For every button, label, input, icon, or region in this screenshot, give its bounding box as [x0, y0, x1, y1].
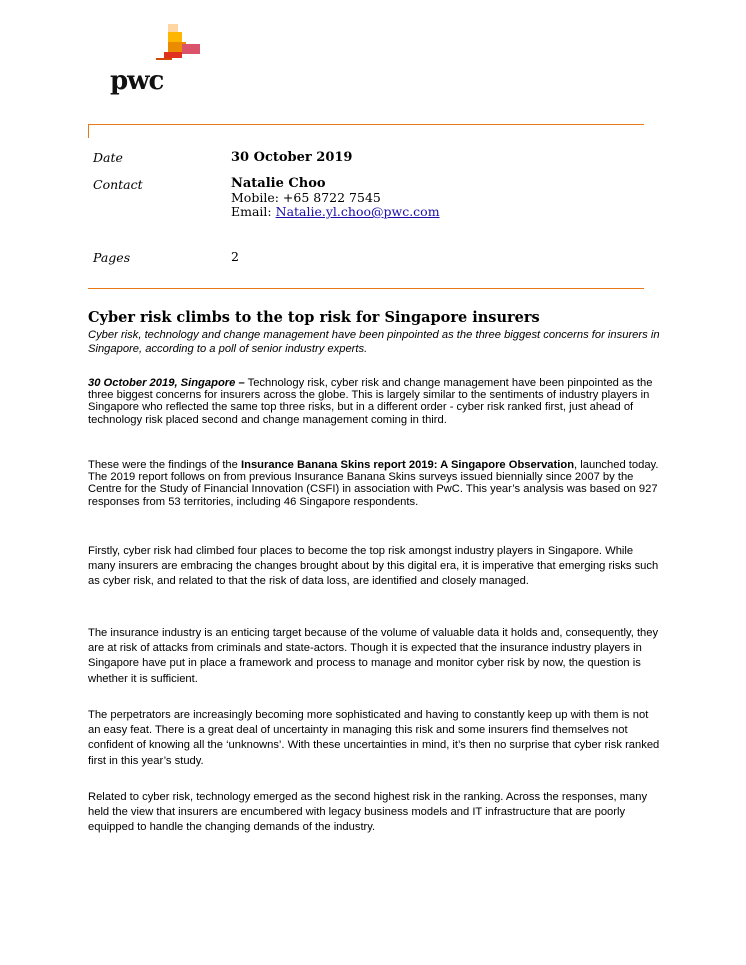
- contact-label: Contact: [93, 177, 143, 192]
- date-value: [231, 150, 352, 165]
- paragraph-2: [88, 459, 662, 508]
- paragraph-6: Related to cyber risk, technology emerged as the second highest risk in the ranking. Across the responses, many held the view that insurers are encumbered with legacy business models and IT infrastructure that are poorly equipped to handle the changing demands of the industry.: [88, 791, 648, 834]
- pages-label: Pages: [93, 250, 131, 265]
- paragraph-3: Firstly, cyber risk had climbed four places to become the top risk amongst industry players in Singapore. While many insurers are embracing the changes brought about by this digital era, it is imperative that emerging risks such as cyber risk, and related to that the risk of data loss, are identified and closely managed.: [88, 545, 659, 588]
- header-rule-bottom: [88, 288, 644, 289]
- pwc-logo: [108, 22, 208, 102]
- paragraph-1: [88, 377, 662, 426]
- dateline: 30 October 2019, Singapore –: [88, 377, 245, 389]
- date-label: Date: [93, 150, 123, 165]
- contact-name: Natalie Choo: [231, 176, 326, 191]
- paragraph-4: The insurance industry is an enticing target because of the volume of valuable data it holds and, consequently, they are at risk of attacks from criminals and state-actors. Though it is expected that the insurance industry players in Singapore have put in place a framework and process to manage and monitor cyber risk by now, the question is whether it is sufficient.: [88, 627, 659, 685]
- contact-email-prefix: Email:: [231, 204, 276, 219]
- date-value-text: 30 October 2019: [231, 150, 353, 165]
- logo-wordmark: pwc: [110, 66, 164, 96]
- paragraph-2-body: , launched today. The 2019 report follows on from previous Insurance Banana Skins surveys issued biennially since 2007 by the Centre for the Study of Financial Innovation (CSFI) in association with PwC. This year’s analysis was based on 927 responses from 53 territories, including 46 Singapore respondents.: [88, 459, 659, 508]
- article-headline: Cyber risk climbs to the top risk for Singapore insurers: [88, 309, 540, 326]
- contact-email-link[interactable]: Natalie.yl.choo@pwc.com: [275, 204, 440, 219]
- paragraph-5: The perpetrators are increasingly becoming more sophisticated and having to constantly keep up with them is not an easy feat. There is a great deal of uncertainty in managing this risk and some insurers find themselves not confident of knowing all the ‘unknowns’. With these uncertainties in mind, it’s then no surprise that cyber risk ranked first in this year’s study.: [88, 709, 660, 767]
- paragraph-2-lead: These were the findings of the: [88, 459, 241, 471]
- contact-email-line: [231, 205, 440, 219]
- paragraph-1-body: Technology risk, cyber risk and change management have been pinpointed as the three biggest concerns for insurers across the globe. This is largely similar to the sentiments of industry players in Singapore who reflected the same top three risks, but in a different order - cyber risk ranked first, just ahead of technology risk placed second and change management coming in third.: [88, 377, 653, 426]
- contact-block: [231, 177, 440, 219]
- pwc-logo-mark: [108, 22, 208, 66]
- header-rule-top: [88, 124, 644, 125]
- header-rule-tick: [88, 124, 89, 138]
- pages-value: 2: [231, 249, 239, 264]
- contact-mobile: Mobile: +65 8722 7545: [231, 190, 381, 205]
- report-title: Insurance Banana Skins report 2019: A Singapore Observation: [241, 459, 575, 471]
- article-standfirst: Cyber risk, technology and change management have been pinpointed as the three biggest concerns for insurers in Singapore, according to a poll of senior industry experts.: [88, 329, 660, 355]
